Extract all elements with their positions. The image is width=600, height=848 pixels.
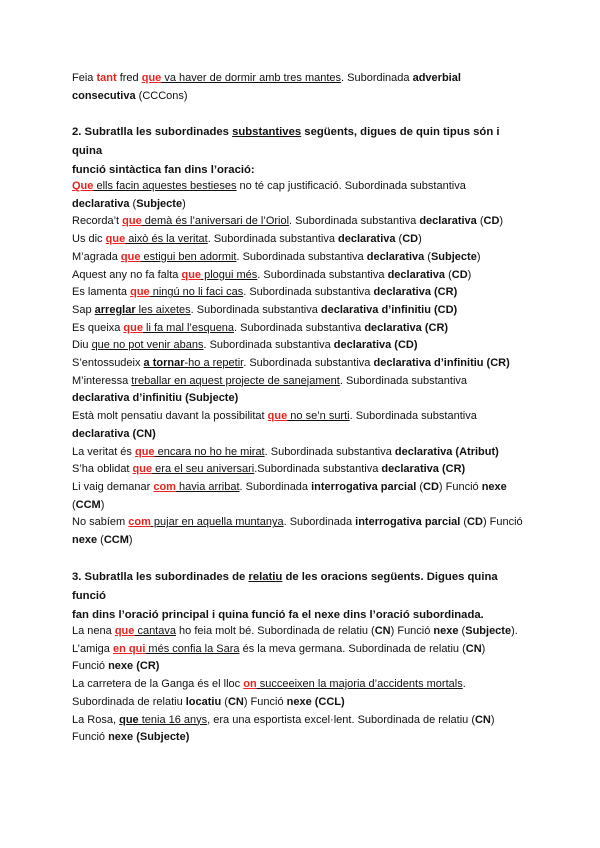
text: . Subordinada substantiva bbox=[203, 339, 334, 352]
sentence bbox=[72, 302, 532, 320]
function-label: CCM bbox=[75, 498, 101, 511]
nexe-word: que bbox=[181, 268, 202, 281]
underlined-clause: estigui ben adormit bbox=[140, 250, 237, 263]
underlined-clause: que no pot venir abans bbox=[91, 339, 204, 352]
text: . bbox=[462, 678, 466, 691]
heading-text: següents, digues de quin tipus són i quina bbox=[72, 126, 500, 157]
text: ho feia molt bé. Subordinada de relatiu ( bbox=[175, 625, 375, 637]
text: S’ha oblidat bbox=[72, 463, 133, 476]
underlined-clause: les aixetes bbox=[135, 303, 191, 316]
nexe-label: nexe bbox=[72, 534, 98, 547]
infinitive-verb: arreglar bbox=[94, 303, 136, 316]
underlined-clause: això és la veritat bbox=[125, 233, 208, 246]
nexe-word: que bbox=[120, 250, 141, 263]
sentence bbox=[72, 623, 532, 641]
underlined-clause: més confia la Sara bbox=[145, 642, 240, 655]
nexe-word: com bbox=[128, 516, 151, 529]
text: ) Funció bbox=[390, 625, 434, 637]
classification: declarativa d’infinitiu (Subjecte) bbox=[72, 392, 239, 405]
underlined-clause: era el seu aniversari bbox=[152, 463, 255, 476]
text: . Subordinada substantiva bbox=[234, 321, 365, 334]
text: ( bbox=[416, 480, 423, 493]
text: fred bbox=[116, 72, 142, 84]
classification: declarativa bbox=[387, 268, 446, 281]
nexe-word: que bbox=[105, 233, 126, 246]
text: . Subordinada substantiva bbox=[264, 445, 395, 458]
text: ) bbox=[182, 197, 186, 210]
classification: consecutiva bbox=[72, 89, 136, 102]
classification: declarativa (CD) bbox=[333, 339, 418, 352]
sentence bbox=[72, 231, 532, 249]
text: Funció bbox=[72, 660, 109, 673]
text: . Subordinada substantiva bbox=[236, 250, 367, 263]
underlined-clause: havia arribat bbox=[175, 480, 240, 493]
classification: adverbial bbox=[412, 72, 461, 84]
text: . Subordinada substantiva bbox=[257, 268, 388, 281]
function-label: CCM bbox=[103, 534, 129, 547]
nexe-word: com bbox=[153, 480, 176, 493]
nexe-label: nexe bbox=[481, 480, 507, 493]
text: ( bbox=[395, 233, 403, 246]
text: . Subordinada bbox=[283, 516, 356, 529]
function-label: CN bbox=[474, 713, 491, 726]
section-3-list bbox=[72, 623, 532, 747]
nexe-word: que bbox=[130, 286, 150, 299]
nexe-word: que bbox=[267, 410, 288, 423]
sentence bbox=[72, 444, 532, 462]
sentence bbox=[72, 284, 532, 302]
text: M’agrada bbox=[72, 250, 121, 263]
text: , era una esportista excel·lent. Subordinada de relatiu ( bbox=[207, 713, 475, 726]
function-label: CD bbox=[423, 480, 439, 493]
heading-text: 3. Subratlla les subordinades de bbox=[72, 571, 249, 583]
section-3-heading bbox=[72, 568, 532, 625]
text: ) bbox=[490, 713, 495, 726]
text: . Subordinada bbox=[239, 480, 312, 493]
text: Aquest any no fa falta bbox=[72, 268, 182, 281]
highlight-word: tant bbox=[96, 72, 117, 84]
sentence bbox=[72, 676, 532, 711]
sentence bbox=[72, 320, 532, 338]
text: ) Funció bbox=[438, 480, 482, 493]
text: . Subordinada substantiva bbox=[339, 374, 468, 387]
nexe-label: nexe (CR) bbox=[108, 660, 160, 673]
classification: declarativa d’infinitiu (CR) bbox=[373, 357, 510, 370]
sentence bbox=[72, 178, 532, 213]
text: ) bbox=[481, 642, 486, 655]
classification: declarativa bbox=[419, 215, 477, 228]
sentence bbox=[72, 479, 532, 514]
classification: declarativa (CR) bbox=[364, 321, 449, 334]
heading-text: fan dins l’oració principal i quina funció fa el nexe dins l’oració subordinada. bbox=[72, 609, 484, 621]
nexe-word: Que bbox=[72, 180, 94, 192]
text: Funció bbox=[72, 731, 109, 744]
classification: declarativa (Atribut) bbox=[394, 445, 499, 458]
nexe-word: que bbox=[134, 445, 155, 458]
text: ( bbox=[458, 625, 466, 637]
nexe-word: en qui bbox=[112, 642, 146, 655]
heading-text: funció sintàctica fan dins l’oració: bbox=[72, 164, 255, 176]
text: ) bbox=[100, 498, 105, 511]
text: és la meva germana. Subordinada de relatiu ( bbox=[239, 642, 466, 655]
underlined-clause: tenia 16 anys bbox=[138, 713, 208, 726]
text: S’entossudeix bbox=[72, 357, 144, 370]
sentence bbox=[72, 514, 532, 549]
infinitive-verb: a tornar bbox=[143, 357, 185, 370]
underlined-clause: va haver de dormir amb tres mantes bbox=[161, 72, 342, 84]
text: Es lamenta bbox=[72, 286, 131, 299]
text: ) bbox=[418, 233, 422, 246]
underlined-clause: encara no ho he mirat bbox=[154, 445, 265, 458]
nexe-word: que bbox=[122, 215, 142, 228]
nexe-word: que bbox=[123, 321, 143, 334]
intro-paragraph bbox=[72, 70, 532, 105]
text: La veritat és bbox=[72, 445, 135, 458]
nexe-word: que bbox=[119, 713, 139, 726]
section-2-list bbox=[72, 178, 532, 550]
sentence bbox=[72, 249, 532, 267]
text: . Subordinada substantiva bbox=[349, 410, 477, 423]
function-label: (CCCons) bbox=[135, 89, 188, 102]
function-label: CD bbox=[402, 233, 419, 246]
text: Us dic bbox=[72, 233, 106, 246]
classification: declarativa bbox=[338, 233, 396, 246]
sentence bbox=[72, 337, 532, 355]
function-label: CD bbox=[483, 215, 500, 228]
text: Està molt pensatiu davant la possibilitat bbox=[72, 410, 268, 423]
underlined-clause: -ho a repetir bbox=[184, 357, 244, 370]
function-label: CD bbox=[451, 268, 468, 281]
text: La nena bbox=[72, 625, 115, 637]
underlined-clause: li fa mal l’esquena bbox=[142, 321, 235, 334]
underlined-clause: no se’n surti bbox=[287, 410, 350, 423]
classification: interrogativa parcial bbox=[355, 516, 461, 529]
text: ( bbox=[97, 534, 104, 547]
text: ) bbox=[128, 534, 133, 547]
text: Li vaig demanar bbox=[72, 480, 154, 493]
text: Subordinada de relatiu bbox=[72, 695, 186, 708]
text: ( bbox=[445, 268, 452, 281]
text: . Subordinada bbox=[341, 72, 413, 84]
text: . Subordinada substantiva bbox=[190, 303, 321, 316]
nexe-label: nexe (CCL) bbox=[286, 695, 345, 708]
text: ( bbox=[460, 516, 468, 529]
heading-text: de les oracions següents. Digues quina funció bbox=[72, 571, 498, 602]
classification: declarativa d’infinitiu (CD) bbox=[320, 303, 458, 316]
nexe-label: nexe (Subjecte) bbox=[108, 731, 190, 744]
text: No sabíem bbox=[72, 516, 129, 529]
text: ) bbox=[499, 215, 504, 228]
text: L’amiga bbox=[72, 642, 113, 655]
underlined-clause: pujar en aquella muntanya bbox=[150, 516, 284, 529]
underlined-clause: succeeixen la majoria d’accidents mortals bbox=[256, 678, 463, 691]
text: . Subordinada substantiva bbox=[243, 286, 374, 299]
text: Feia bbox=[72, 72, 97, 84]
nexe-label: nexe bbox=[433, 625, 459, 637]
classification: declarativa (CR) bbox=[373, 286, 458, 299]
sentence bbox=[72, 461, 532, 479]
text: Sap bbox=[72, 303, 95, 316]
classification: declarativa bbox=[366, 250, 425, 263]
nexe-word: que bbox=[141, 72, 162, 84]
text: La Rosa, bbox=[72, 713, 120, 726]
underlined-clause: ningú no li faci cas bbox=[149, 286, 244, 299]
text: ) Funció bbox=[243, 695, 287, 708]
text: M’interessa bbox=[72, 374, 132, 387]
underlined-clause: ells facin aquestes bestieses bbox=[93, 180, 237, 192]
function-label: CD bbox=[467, 516, 483, 529]
sentence bbox=[72, 408, 532, 443]
text: ) bbox=[476, 250, 481, 263]
sentence bbox=[72, 641, 532, 676]
underlined-clause: treballar en aquest projecte de sanejament bbox=[131, 374, 340, 387]
heading-underlined: substantives bbox=[232, 126, 302, 138]
classification: declarativa (CR) bbox=[381, 463, 466, 476]
text: ( bbox=[72, 498, 76, 511]
classification: declarativa (CN) bbox=[72, 427, 156, 440]
heading-underlined: relatiu bbox=[248, 571, 283, 583]
function-label: Subjecte bbox=[465, 625, 512, 637]
underlined-clause: plogui més bbox=[201, 268, 258, 281]
underlined-clause: cantava bbox=[134, 625, 176, 637]
function-label: CN bbox=[227, 695, 244, 708]
text: ( bbox=[476, 215, 484, 228]
text: La carretera de la Ganga és el lloc bbox=[72, 678, 244, 691]
nexe-word: que bbox=[132, 463, 153, 476]
text: ) bbox=[467, 268, 472, 281]
text: . Subordinada substantiva bbox=[289, 215, 420, 228]
text: no té cap justificació. Subordinada substantiva bbox=[236, 180, 466, 192]
section-2-heading bbox=[72, 123, 532, 180]
sentence bbox=[72, 355, 532, 373]
classification: interrogativa parcial bbox=[311, 480, 417, 493]
underlined-clause: demà és l’aniversari de l’Oriol bbox=[141, 215, 290, 228]
text: ( bbox=[221, 695, 228, 708]
heading-text: 2. Subratlla les subordinades bbox=[72, 126, 233, 138]
function-label: CN bbox=[465, 642, 482, 655]
classification: declarativa bbox=[72, 197, 130, 210]
function-label: Subjecte bbox=[136, 197, 183, 210]
text: ) Funció bbox=[482, 516, 523, 529]
sentence bbox=[72, 373, 532, 408]
sentence bbox=[72, 213, 532, 231]
text: . Subordinada substantiva bbox=[243, 357, 374, 370]
function-label: CN bbox=[374, 625, 391, 637]
text: Recorda’t bbox=[72, 215, 123, 228]
nexe-word: on bbox=[243, 678, 257, 691]
nexe-word: que bbox=[114, 625, 135, 637]
function-label: Subjecte bbox=[430, 250, 477, 263]
text: Es queixa bbox=[72, 321, 124, 334]
classification: locatiu bbox=[185, 695, 222, 708]
text: Diu bbox=[72, 339, 92, 352]
text: ( bbox=[129, 197, 137, 210]
text: ). bbox=[511, 625, 518, 637]
text: .Subordinada substantiva bbox=[254, 463, 382, 476]
text: ( bbox=[424, 250, 431, 263]
sentence bbox=[72, 712, 532, 747]
text: . Subordinada substantiva bbox=[207, 233, 338, 246]
sentence bbox=[72, 267, 532, 285]
